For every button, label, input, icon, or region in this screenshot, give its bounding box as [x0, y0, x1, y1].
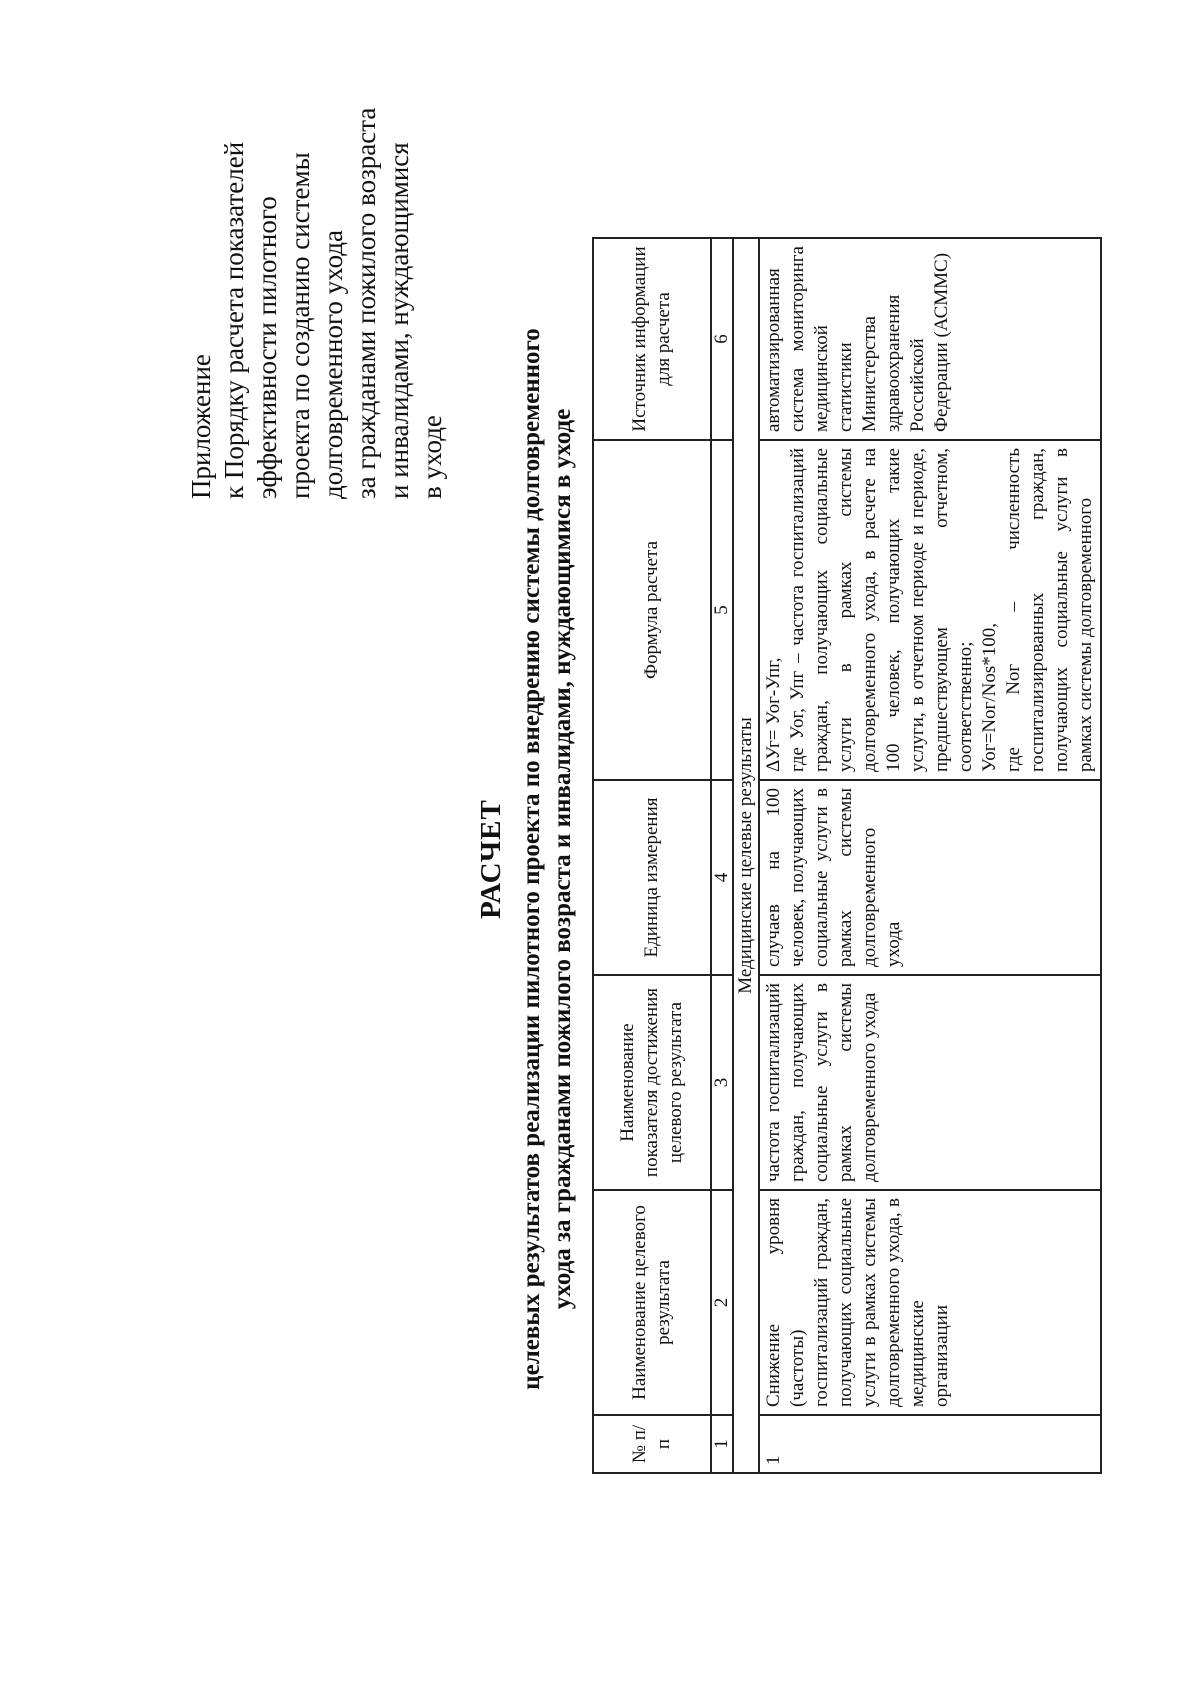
- col-number: 1: [711, 1415, 733, 1473]
- appendix-line: и инвалидами, нуждающимися: [384, 142, 414, 499]
- table-row: [759, 238, 1101, 1473]
- header-row: [593, 238, 711, 1473]
- appendix-line: за гражданами пожилого возраста: [351, 107, 381, 499]
- appendix-line: Приложение: [186, 354, 216, 499]
- section-row: [733, 238, 759, 1473]
- title-main: РАСЧЕТ: [475, 799, 507, 919]
- appendix-note: [185, 59, 449, 499]
- header-indicator: Наименование показателя достижения целевого результата: [593, 975, 711, 1190]
- header-source: Источник информации для расчета: [593, 238, 711, 440]
- row-indicator: частота госпитализаций граждан, получающих социальные услуги в рамках системы долговременного ухода: [759, 975, 1101, 1190]
- formula-1: ΔУг= Уог-Упг,: [763, 657, 784, 772]
- row-unit: случаев на 100 человек, получающих социальные услуги в рамках системы долговременного ухода: [759, 780, 1101, 975]
- section-title: Медицинские целевые результаты: [733, 238, 759, 1473]
- formula-1-desc: где Уог, Упг – частота госпитализаций граждан, получающих социальные услуги в рамках системы долговременного ухода, в расчете на 100 человек, получающих такие услуги, в отчетном периоде и периоде, предшествующем отчетном, соответственно;: [787, 448, 976, 772]
- row-formula: [759, 440, 1101, 780]
- col-number: 2: [711, 1190, 733, 1415]
- title-line-2: ухода за гражданами пожилого возраста и инвалидами, нуждающимися в уходе: [549, 408, 576, 1310]
- header-result: Наименование целевого результата: [593, 1190, 711, 1415]
- formula-2: Уог=Nог/Nos*100,: [979, 623, 1000, 772]
- document-title: [475, 194, 578, 1524]
- results-table: [592, 237, 1102, 1474]
- title-line-1: целевых результатов реализации пилотного проекта по внедрению системы долговременного: [518, 328, 545, 1390]
- appendix-line: в уходе: [417, 415, 447, 499]
- col-number: 6: [711, 238, 733, 440]
- row-result: Снижение уровня (частоты) госпитализаций граждан, получающих социальные услуги в рамках системы долговременного ухода, в медицинские организации: [759, 1190, 1101, 1415]
- header-unit: Единица измерения: [593, 780, 711, 975]
- row-num: 1: [759, 1415, 1101, 1473]
- appendix-line: проекта по созданию системы: [285, 152, 315, 499]
- appendix-line: к Порядку расчета показателей: [219, 141, 249, 499]
- col-number: 4: [711, 780, 733, 975]
- column-number-row: [711, 238, 733, 1473]
- header-formula: Формула расчета: [593, 440, 711, 780]
- formula-2-desc: где Nог – численность госпитализированных граждан, получающих социальные услуги в рамках системы долговременного: [1003, 448, 1096, 772]
- col-number: 5: [711, 440, 733, 780]
- appendix-line: долговременного ухода: [318, 229, 348, 499]
- col-number: 3: [711, 975, 733, 1190]
- header-num: № п/п: [593, 1415, 711, 1473]
- appendix-line: эффективности пилотного: [252, 196, 282, 499]
- row-source: автоматизированная система мониторинга медицинской статистики Министерства здравоохранения Российской Федерации (АСММС): [759, 238, 1101, 440]
